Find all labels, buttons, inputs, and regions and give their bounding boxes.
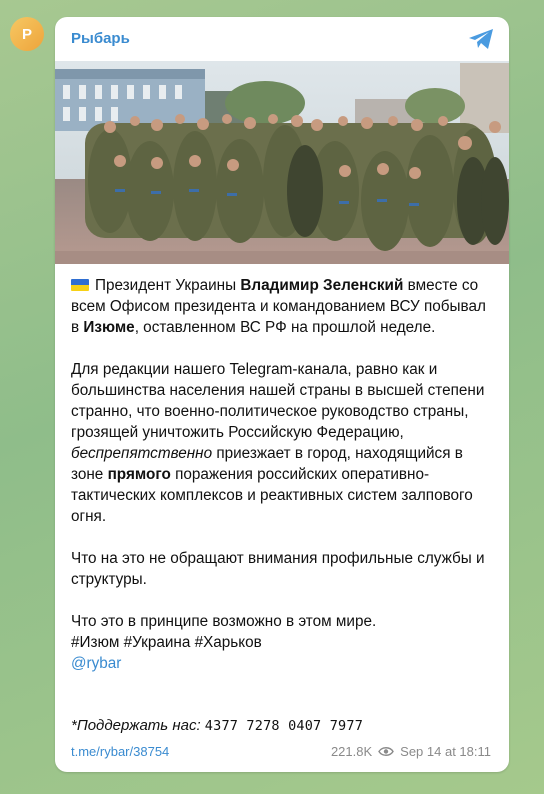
avatar-letter: Р <box>21 25 32 43</box>
eye-icon <box>378 746 394 757</box>
p2-bold: прямого <box>107 466 171 483</box>
channel-name[interactable]: Рыбарь <box>71 30 130 47</box>
p1-bold-name: Владимир Зеленский <box>240 277 404 294</box>
message-bubble <box>55 17 509 772</box>
p1-text-2: вместе со всем Офисом президента и командованием ВСУ побывал в <box>71 277 486 336</box>
support-card-number[interactable]: 4377 7278 0407 7977 <box>204 718 364 734</box>
mention-link[interactable]: @rybar <box>71 655 122 672</box>
post-text <box>71 275 496 674</box>
paragraph-1 <box>71 275 496 338</box>
p2-text-2: приезжает в город, находящийся в зоне <box>71 445 463 483</box>
p2-text-1: Для редакции нашего Telegram-канала, равно как и большинства населения нашей страны в высшей степени странно, что военно-политическое руководство страны, грозящей уничтожить Российскую Федерацию, <box>71 361 485 441</box>
p1-bold-city: Изюме <box>83 319 135 336</box>
support-label: *Поддержать нас: <box>71 717 201 734</box>
p2-italic: беспрепятственно <box>71 445 213 462</box>
p1-text-3: , оставленном ВС РФ на прошлой неделе. <box>134 319 436 336</box>
telegram-plane-icon[interactable] <box>467 27 495 51</box>
post-link[interactable]: t.me/rybar/38754 <box>71 744 170 759</box>
post-meta <box>331 744 491 759</box>
channel-avatar[interactable] <box>10 17 44 51</box>
post-photo[interactable] <box>55 61 509 264</box>
hashtags[interactable]: #Изюм #Украина #Харьков <box>71 634 262 651</box>
p1-text-1: Президент Украины <box>95 277 241 294</box>
paragraph-3: Что на это не обращают внимания профильные службы и структуры. <box>71 550 485 588</box>
timestamp: Sep 14 at 18:11 <box>400 744 491 759</box>
p2-text-3: поражения российских оперативно-тактических комплексов и реактивных систем залпового огня. <box>71 466 473 525</box>
ukraine-flag-icon <box>71 279 89 291</box>
support-line <box>71 717 363 734</box>
view-count: 221.8K <box>330 744 373 759</box>
paragraph-2 <box>71 359 496 527</box>
paragraph-4: Что это в принципе возможно в этом мире. <box>71 613 377 630</box>
